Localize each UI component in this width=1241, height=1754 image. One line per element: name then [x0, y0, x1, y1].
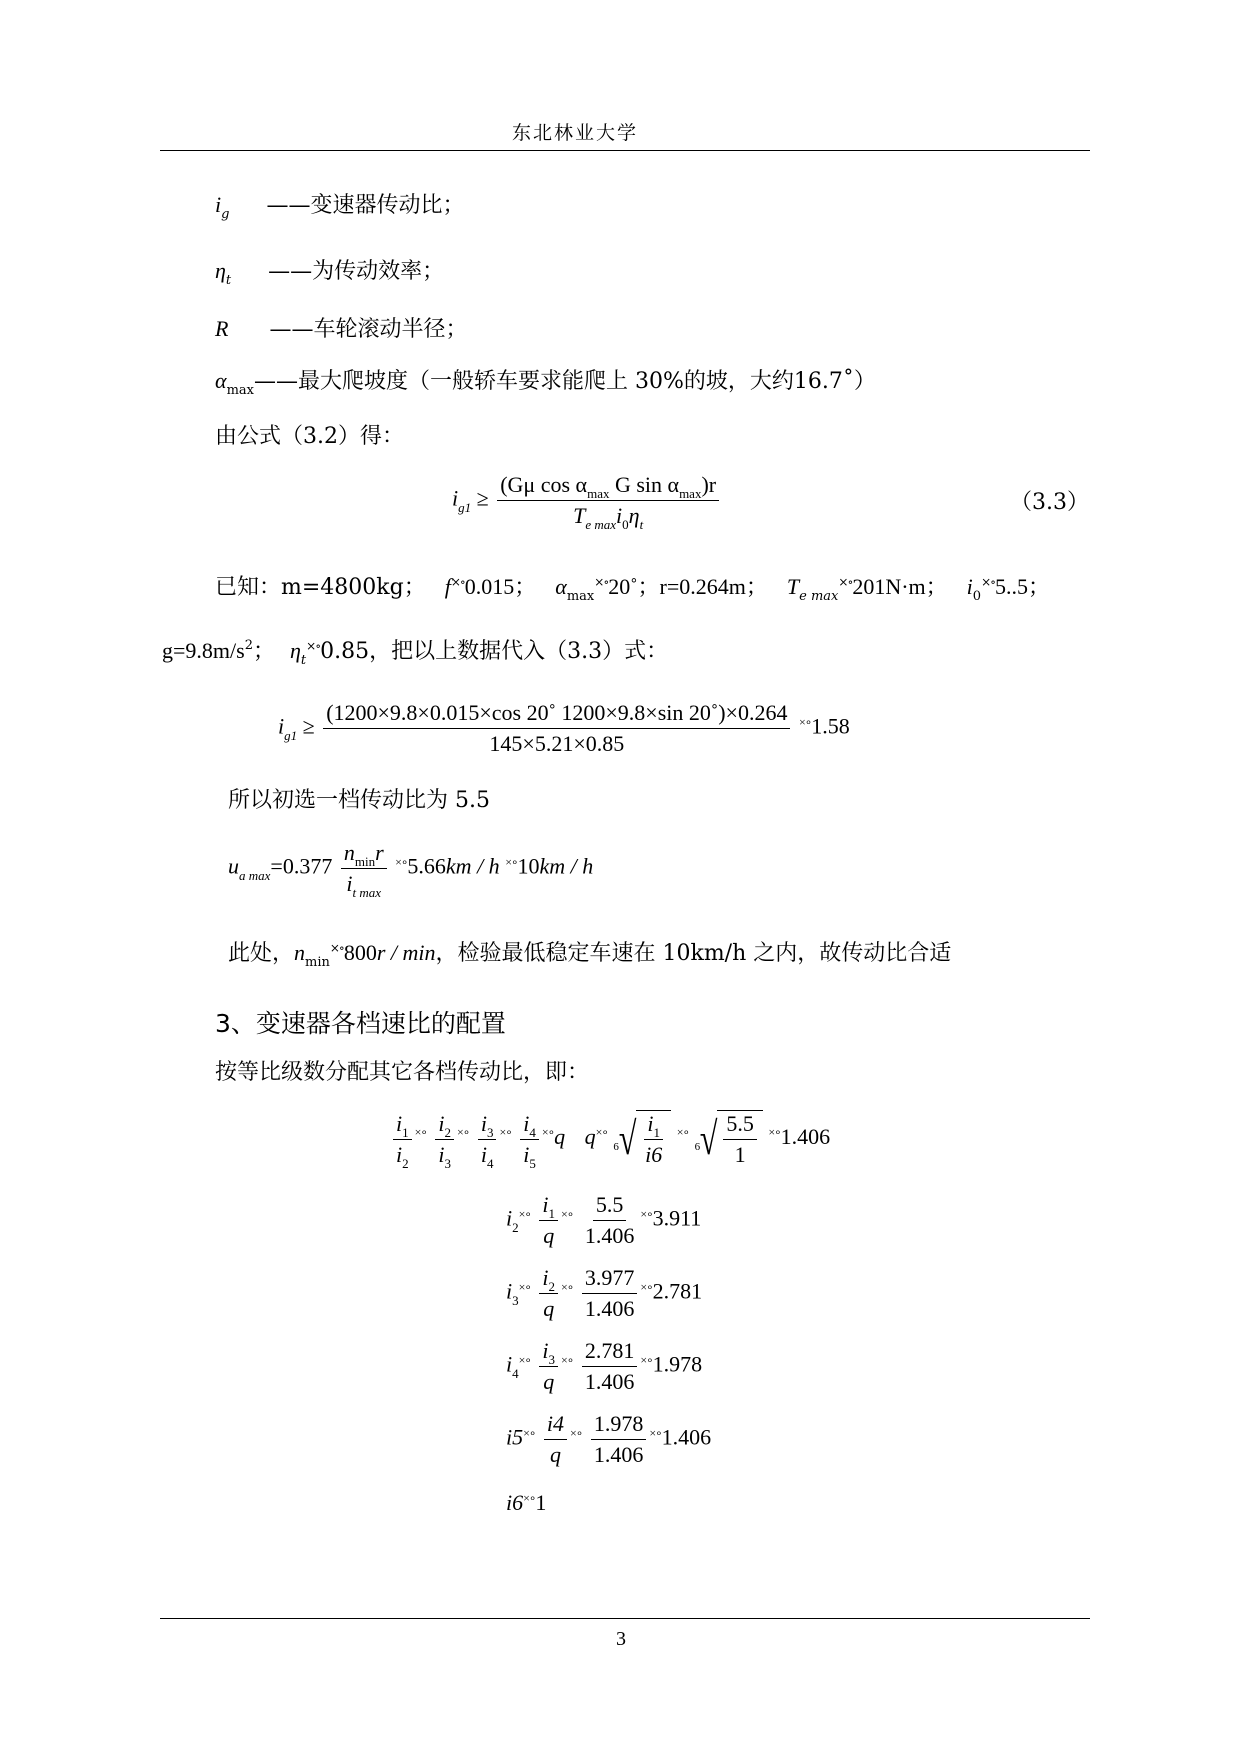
- page-number: 3: [616, 1628, 626, 1650]
- equation-step-i2: $i_2^{\times\circ}$ $\frac{i_1}{q}$ ×∘ $\frac{5.5}{1.406}$ ×∘3.911: [506, 1192, 702, 1248]
- distribute-text: 按等比级数分配其它各档传动比，即：: [215, 1060, 590, 1085]
- equation-step-i3: $i_3^{\times\circ}$ $\frac{i_2}{q}$ ×∘ $\frac{3.977}{1.406}$ ×∘2.781: [506, 1265, 703, 1321]
- eq-numeric-numerator: (1200×9.8×0.015×cos 20˚ 1200×9.8×sin 20˚)×0.264: [323, 700, 790, 729]
- eq33-fraction: [497, 472, 719, 532]
- from-formula-text: 由公式（3.2）得：: [215, 424, 404, 449]
- eq33-numerator: (Gμ $\cos \alpha_{max}$ G $\sin \alpha_{max})r$: [497, 472, 719, 501]
- def-alpha: $\alpha_{max}——$最大爬坡度（一般轿车要求能爬上 30%的坡，大约16.7˚）: [215, 368, 876, 398]
- initial-choice-text: 所以初选一档传动比为 5.5: [228, 788, 490, 813]
- equation-label-3-3: （3.3）: [1010, 490, 1089, 515]
- def-r: R ——车轮滚动半径；: [215, 316, 468, 342]
- equation-3-3: $i_{g1}$ ≥ $\frac{(G\mu \cos \alpha_{max} G \sin \alpha_{max})r}{T_{e max}i_0\eta_t}$: [452, 472, 722, 529]
- known-values-line2: $g=9.8m/s^2$； $\eta_t^{\times\circ}0.85$，把以上数据代入（3.3）式：: [162, 638, 669, 668]
- eq-numeric-denominator: 145×5.21×0.85: [489, 731, 625, 756]
- page-header-title: 东北林业大学: [512, 122, 639, 144]
- equation-step-i6: i6×∘1: [506, 1490, 547, 1515]
- section-heading: 3、变速器各档速比的配置: [215, 1009, 506, 1038]
- check-text: 此处，$n_{min}^{\times\circ}800r$ / min，检验最低稳定车速在 10km/h 之内，故传动比合适: [228, 940, 952, 970]
- known-values-line1: 已知：m=4800kg； f×∘0.015； $\alpha_{max}^{\times\circ}20˚$；r=0.264m； $T_{e max}^{\times\circ}201N\cdot m$； $i_0^{\times\circ}5..5$；: [215, 574, 1051, 604]
- eq33-denominator: $T_{e max}i_0\eta_t$: [573, 503, 644, 532]
- equation-step-i5: i5×∘ $\frac{i4}{q}$ ×∘ $\frac{1.978}{1.406}$ ×∘1.406: [506, 1411, 712, 1467]
- equation-numeric: $i_{g1}$ ≥ $\frac{(1200\times 9.8\times 0.015\times\cos 20˚ 1200\times 9.8\times\sin 20˚)\times 0.264}{145\times 5.21\times 0.85}$ ×∘1.58: [278, 700, 850, 756]
- def-eta: $\eta_t$ ——为传动效率；: [215, 258, 445, 288]
- def-ig: $i_g$ ——变速器传动比；: [215, 192, 465, 222]
- footer-rule: [160, 1618, 1090, 1619]
- equation-ua-max: $u_{a max}=0.377$ $\frac{n_{min}r}{i_{t max}}$ ×∘5.66km / h ×∘10km / h: [228, 840, 594, 900]
- equation-step-i4: $i_4^{\times\circ}$ $\frac{i_3}{q}$ ×∘ $\frac{2.781}{1.406}$ ×∘1.978: [506, 1338, 703, 1394]
- header-rule: [160, 150, 1090, 151]
- equation-ratio-q: $\frac{i_1}{i_2}$ ×∘ $\frac{i_2}{i_3}$ ×∘ $\frac{i_3}{i_4}$ ×∘ $\frac{i_4}{i_5}$ ×∘q q×∘ 6 √ $\frac{i_1}{i6}$ ×∘ 6 √ $\frac{5.5}{1}$ ×∘1.406: [390, 1110, 830, 1168]
